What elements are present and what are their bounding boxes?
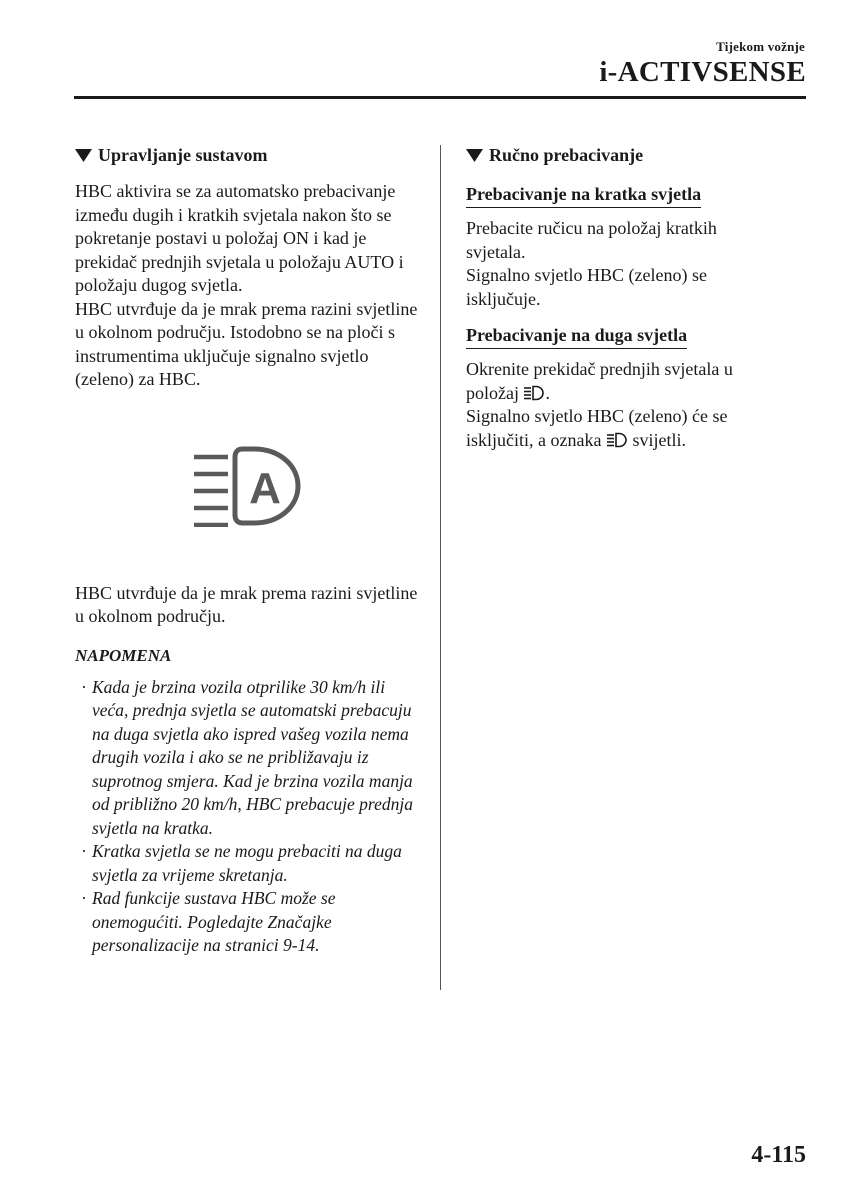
paragraph-text: Signalno svjetlo HBC (zeleno) će se isključiti, a oznaka: [466, 406, 728, 450]
bullet-dot: ·: [81, 676, 87, 697]
page-number: 4-115: [751, 1142, 806, 1168]
paragraph-text: svijetli.: [632, 429, 686, 450]
header-title: i-ACTIVSENSE: [599, 56, 806, 88]
subheading-low-beam: Prebacivanje na kratka svjetla: [466, 182, 701, 208]
bullet-dot: ·: [81, 841, 87, 861]
list-item: [75, 887, 420, 958]
note-text: Kratka svjetla se ne mogu prebaciti na duga svjetla za vrijeme skretanja.: [92, 841, 402, 885]
figure-hbc-indicator: [75, 392, 420, 582]
paragraph: HBC aktivira se za automatsko prebacivanje između dugih i kratkih svjetala nakon što se pokretanje postavi u položaj ON i kad je prekidač prednjih svjetala u položaju AUTO i položaju dugog svjetla.: [75, 181, 404, 295]
left-column: [75, 143, 420, 958]
high-beam-icon: [524, 385, 544, 401]
section-heading-manual-switching: [466, 143, 766, 167]
section-heading-text: Upravljanje sustavom: [98, 145, 268, 165]
paragraph: [466, 358, 766, 405]
paragraph: Signalno svjetlo HBC (zeleno) se isključuje.: [466, 265, 707, 309]
triangle-marker-icon: [466, 148, 483, 162]
note-text: Kada je brzina vozila otprilike 30 km/h ili veća, prednja svjetla se automatski prebacuju na duga svjetla ako ispred vašeg vozila nema drugih vozila i ako se ne približavaju iz suprotnog smjera. Kad je brzina vozila manja od približno 20 km/h, HBC prebacuje prednja svjetla na kratka.: [92, 676, 413, 838]
list-item: [75, 840, 420, 887]
paragraph: HBC utvrđuje da je mrak prema razini svjetline u okolnom području. Istodobno se na ploči s instrumentima uključuje signalno svjetlo (zeleno) za HBC.: [75, 298, 418, 389]
note-text: Rad funkcije sustava HBC može se onemogućiti. Pogledajte Značajke personalizacije na stranici 9-14.: [92, 888, 336, 955]
paragraph: Prebacite ručicu na položaj kratkih svjetala.: [466, 218, 717, 262]
paragraph-text: Okrenite prekidač prednjih svjetala u položaj: [466, 359, 733, 403]
header-rule: [74, 96, 806, 99]
subheading-high-beam: Prebacivanje na duga svjetla: [466, 323, 687, 349]
auto-high-beam-indicator-icon: [192, 445, 302, 527]
paragraph-text: .: [545, 382, 550, 403]
column-divider: [440, 145, 441, 990]
high-beam-icon: [607, 432, 627, 448]
note-title: NAPOMENA: [75, 645, 172, 665]
list-item: [75, 676, 420, 841]
note-list: [75, 676, 420, 958]
triangle-marker-icon: [75, 148, 92, 162]
svg-text:A: A: [249, 463, 281, 513]
section-heading-text: Ručno prebacivanje: [489, 145, 644, 165]
header-section-label: Tijekom vožnje: [716, 39, 805, 54]
bullet-dot: ·: [81, 888, 87, 908]
right-column: [466, 143, 766, 452]
section-heading-system-operation: [75, 143, 420, 167]
paragraph: HBC utvrđuje da je mrak prema razini svjetline u okolnom području.: [75, 582, 418, 626]
paragraph: [466, 405, 766, 452]
